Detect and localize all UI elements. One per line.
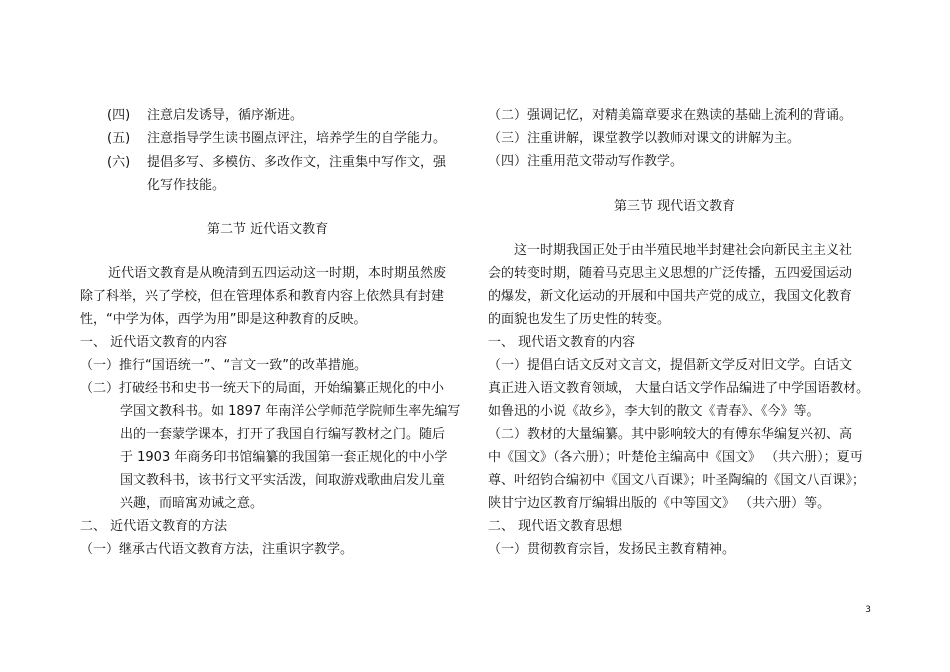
paragraph-line: 的爆发，新文化运动的开展和中国共产党的成立，我国文化教育: [488, 289, 853, 304]
section-title: 第三节 现代语文教育: [614, 199, 736, 214]
paragraph-line: 会的转变时期，随着马克思主义思想的广泛传播，五四爱国运动: [488, 266, 853, 281]
list-item-continuation: 尊、叶绍钧合编初中《国文八百课》；叶圣陶编的《国文八百课》；: [488, 473, 866, 488]
list-item-continuation: 学国文教科书。如 1897 年南洋公学师范学院师生率先编写: [120, 404, 461, 419]
list-item-text: （一）推行“国语统一”、“言文一致”的改革措施。: [80, 358, 367, 373]
paragraph-line: 近代语文教育是从晚清到五四运动这一时期，本时期虽然废: [108, 266, 447, 281]
list-item-continuation: 国文教科书，该书行文平实活泼，间取游戏歌曲启发儿童: [120, 473, 446, 488]
list-label: (五): [107, 131, 131, 146]
list-item-continuation: 化写作技能。: [147, 178, 226, 193]
list-item-text: （一）继承古代语文教育方法，注重识字教学。: [80, 542, 354, 557]
heading: 一、 现代语文教育的内容: [488, 335, 636, 350]
list-item-text: （三）注重讲解，课堂教学以教师对课文的讲解为主。: [488, 131, 801, 146]
section-title: 第二节 近代语文教育: [207, 222, 329, 237]
paragraph-line: 性，“中学为体，西学为用”即是这种教育的反映。: [80, 312, 367, 327]
heading: 二、 近代语文教育的方法: [80, 519, 228, 534]
list-item-continuation: 于 1903 年商务印书馆编纂的我国第一套正规化的中小学: [120, 450, 448, 465]
list-item-continuation: 兴趣，而暗寓劝诫之意。: [120, 496, 264, 511]
list-item-text: 注意指导学生读书圈点评注，培养学生的自学能力。: [147, 131, 447, 146]
list-item-continuation: 陕甘宁边区教育厅编辑出版的《中等国文》 （共六册）等。: [488, 496, 831, 511]
list-label: (四): [107, 108, 131, 123]
list-item-text: （一）贯彻教育宗旨，发扬民主教育精神。: [488, 542, 736, 557]
list-item-text: （二）教材的大量编纂。其中影响较大的有傅东华编复兴初、高: [488, 427, 853, 442]
list-item-continuation: 真正进入语文教育领域， 大量白话文学作品编进了中学国语教材。: [488, 381, 870, 396]
list-item-text: 提倡多写、多模仿、多改作文，注重集中写作文，强: [147, 155, 447, 170]
paragraph-line: 这一时期我国正处于由半殖民地半封建社会向新民主主义社: [514, 243, 853, 258]
list-item-text: （一）提倡白话文反对文言文，提倡新文学反对旧文学。白话文: [488, 358, 853, 373]
heading: 二、 现代语文教育思想: [488, 519, 623, 534]
list-item-text: （二）打破经书和史书一统天下的局面，开始编纂正规化的中小: [80, 381, 445, 396]
page-number: 3: [865, 605, 871, 615]
list-item-continuation: 如鲁迅的小说《故乡》，李大钊的散文《青春》、《今》等。: [488, 404, 820, 419]
list-item-continuation: 出的一套蒙学课本，打开了我国自行编写教材之门。随后: [120, 427, 446, 442]
list-label: (六): [107, 155, 131, 170]
paragraph-line: 的面貌也发生了历史性的转变。: [488, 312, 671, 327]
list-item-text: （二）强调记忆，对精美篇章要求在熟读的基础上流利的背诵。: [488, 108, 853, 123]
paragraph-line: 除了科举，兴了学校，但在管理体系和教育内容上依然具有封建: [80, 289, 445, 304]
list-item-text: 注意启发诱导，循序渐进。: [147, 108, 304, 123]
heading: 一、 近代语文教育的内容: [80, 335, 228, 350]
list-item-text: （四）注重用范文带动写作教学。: [488, 154, 684, 169]
list-item-continuation: 中《国文》（各六册）；叶楚伧主编高中《国文》 （共六册）；夏丏: [488, 450, 863, 465]
